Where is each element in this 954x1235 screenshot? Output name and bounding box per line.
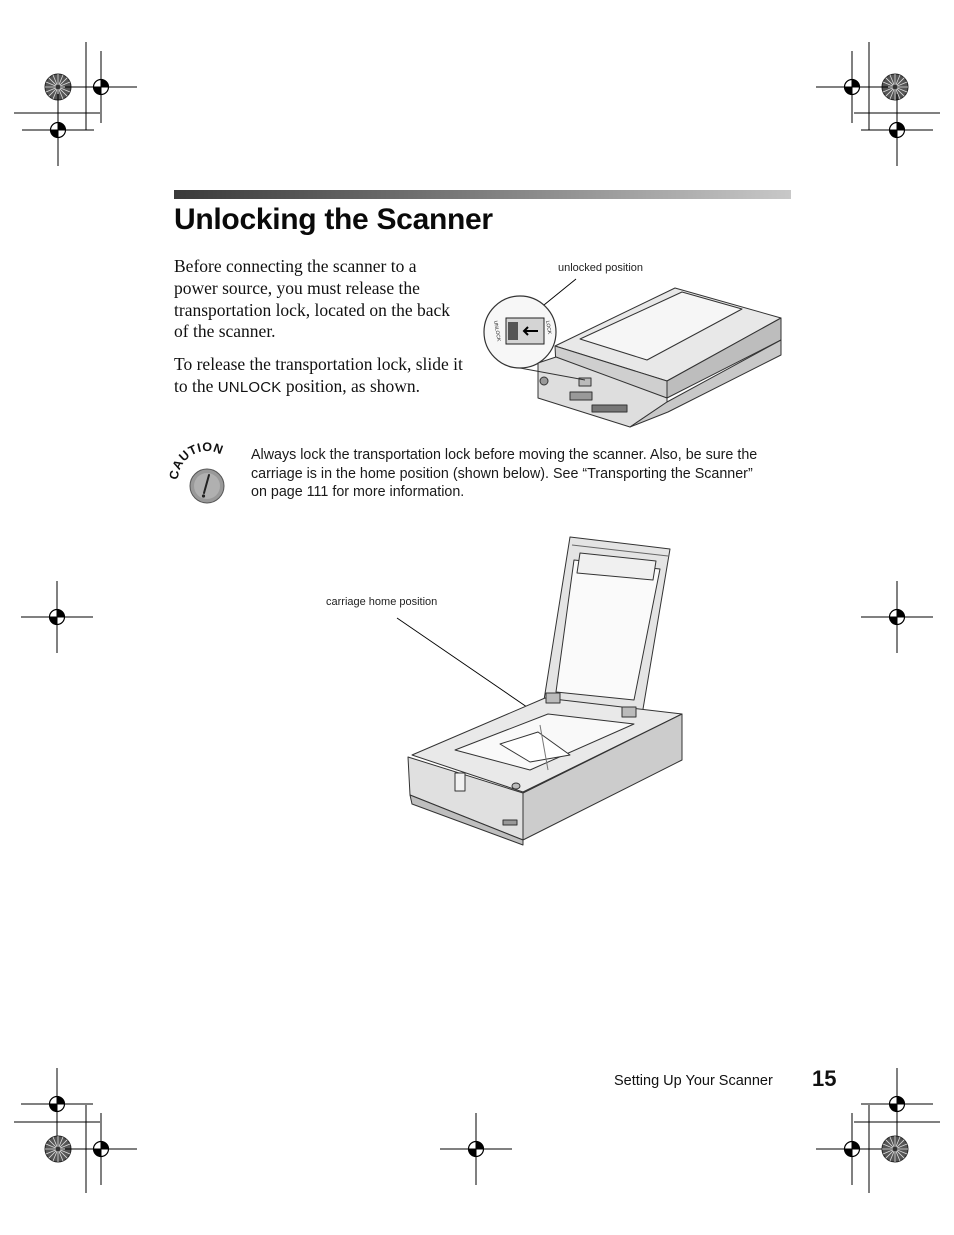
intro-paragraph: Before connecting the scanner to a power source, you must release the transportation lock, located on the back of the scanner. [174, 256, 451, 342]
unlock-keyword: UNLOCK [217, 378, 282, 396]
instruction-text-before: To release the transportation lock, slide it to the [174, 354, 463, 396]
footer-section-title: Setting Up Your Scanner [614, 1073, 773, 1089]
instruction-text-after: position, as shown. [281, 375, 421, 396]
caution-text: Always lock the transportation lock before moving the scanner. Also, be sure the carriage is in the home position (shown below). See “Transporting the Scanner” on page 111 for more information. [251, 447, 758, 501]
page-number: 15 [812, 1066, 837, 1091]
caution-label: CAUTION [166, 439, 226, 481]
lock-mark: LOCK [544, 320, 553, 335]
unlock-mark: UNLOCK [492, 320, 502, 342]
page-title: Unlocking the Scanner [174, 203, 493, 236]
carriage-home-position-callout: carriage home position [326, 596, 438, 608]
unlocked-position-callout: unlocked position [558, 262, 644, 274]
